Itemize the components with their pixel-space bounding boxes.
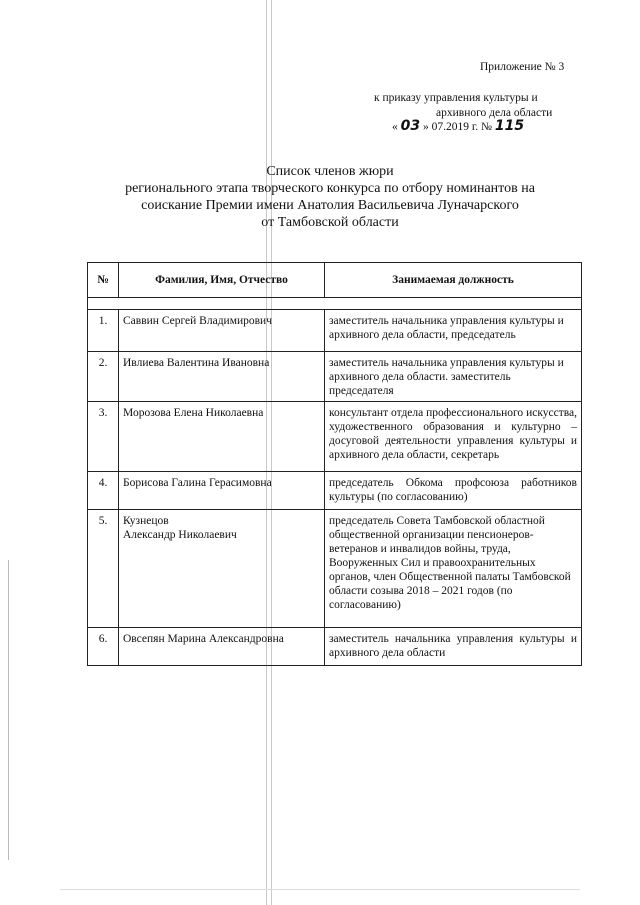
title-line-4: от Тамбовской области (261, 215, 399, 230)
table-row (88, 510, 582, 628)
scan-bottom-line (60, 889, 580, 890)
row-name: Кузнецов (123, 515, 169, 527)
title-line-1: Список членов жюри (266, 164, 394, 179)
title-line-3: соискание Премии имени Анатолия Васильевича Луначарского (141, 198, 519, 213)
row-num: 2. (88, 352, 119, 402)
row-position: заместитель начальника управления культуры и архивного дела области. заместитель председателя (325, 352, 582, 402)
date-rest: » 07.2019 г. № (422, 121, 493, 133)
handwritten-order-number: 115 (494, 118, 525, 134)
row-num: 1. (88, 310, 119, 352)
row-name-cell (119, 510, 325, 628)
table-header-row (88, 263, 582, 298)
row-name: Борисова Галина Герасимовна (119, 472, 325, 510)
row-position: заместитель начальника управления культуры и архивного дела области (325, 628, 582, 666)
title-line-2: регионального этапа творческого конкурса по отбору номинантов на (125, 181, 535, 196)
header-position: Занимаемая должность (325, 263, 582, 298)
table-row (88, 628, 582, 666)
order-line-1: к приказу управления культуры и (374, 92, 538, 104)
row-num: 4. (88, 472, 119, 510)
row-num: 5. (88, 510, 119, 628)
table-row (88, 472, 582, 510)
row-name-continued: Александр Николаевич (123, 529, 237, 541)
row-name: Овсепян Марина Александровна (119, 628, 325, 666)
order-date-line (392, 119, 524, 135)
date-open-quote: « (392, 121, 398, 133)
row-num: 3. (88, 402, 119, 472)
handwritten-day: 03 (400, 118, 421, 134)
appendix-label: Приложение № 3 (480, 61, 565, 73)
table-row (88, 352, 582, 402)
row-position: заместитель начальника управления культуры и архивного дела области, председатель (325, 310, 582, 352)
jury-table (87, 262, 582, 666)
table-row (88, 310, 582, 352)
scan-edge-mark (8, 560, 9, 860)
row-name: Саввин Сергей Владимирович (119, 310, 325, 352)
row-position: председатель Совета Тамбовской областной общественной организации пенсионеров-ветеранов и инвалидов войны, труда, Вооруженных Сил и правоохранительных органов, член Общественной палаты Тамбовской области созыва 2018 – 2021 годов (по согласованию) (325, 510, 582, 628)
header-name: Фамилия, Имя, Отчество (119, 263, 325, 298)
table-spacer (88, 298, 582, 310)
table-row (88, 402, 582, 472)
row-position: председатель Обкома профсоюза работников культуры (по согласованию) (325, 472, 582, 510)
row-position: консультант отдела профессионального искусства, художественного образования и культурно – досуговой деятельности управления культуры и архивного дела области, секретарь (325, 402, 582, 472)
order-line-2: архивного дела области (436, 107, 553, 119)
row-name: Морозова Елена Николаевна (119, 402, 325, 472)
row-num: 6. (88, 628, 119, 666)
order-reference (374, 91, 584, 121)
document-title (90, 163, 570, 231)
header-num: № (88, 263, 119, 298)
row-name: Ивлиева Валентина Ивановна (119, 352, 325, 402)
